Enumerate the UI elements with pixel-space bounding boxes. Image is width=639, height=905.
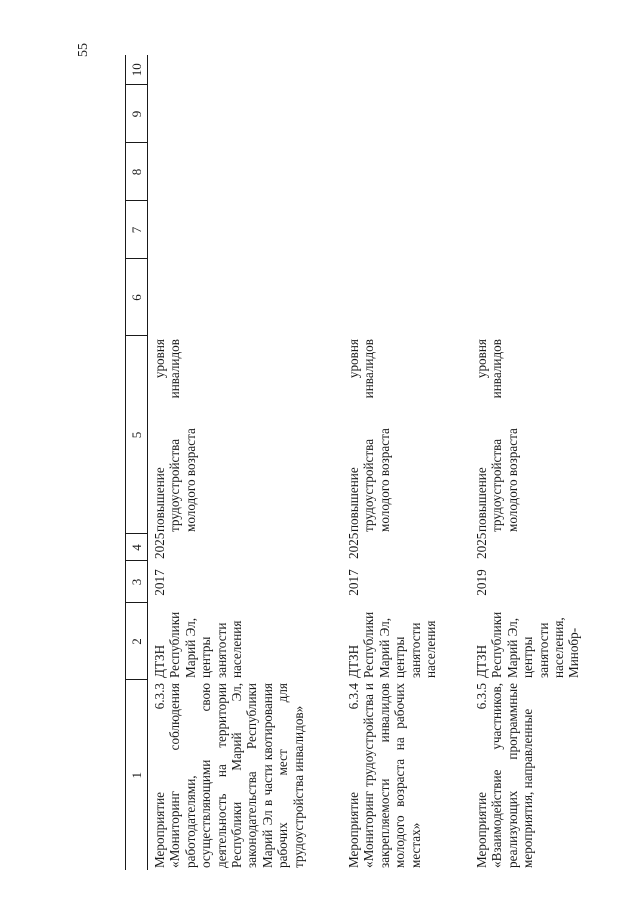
column-7-cell [148,201,343,259]
table-row [148,55,343,870]
column-number-9: 9 [126,85,148,143]
measure-cell: Мероприятие 6.3.3 «Мониторинг соблюдения работодателями, осуществляющими свою деятельность на территории Республики Марий Эл, законодательства Республики Марий Эл в части квотирования рабочих мест для трудоустройства инвалидов» [152,683,306,868]
executor-cell: ДТЗН Республики Марий Эл, центры занятости населения, Минобр- [474,611,582,678]
result-cell: повышение уровня трудоустройства инвалидов молодого возраста [152,339,198,532]
column-10-cell [342,55,470,85]
column-number-8: 8 [126,143,148,201]
result-cell: повышение уровня трудоустройства инвалидов молодого возраста [346,339,392,532]
column-number-4: 4 [126,534,148,561]
column-number-5: 5 [126,336,148,534]
start-year-cell: 2019 [474,569,489,596]
column-number-row [126,55,148,870]
column-7-cell [470,201,608,259]
column-10-cell [148,55,343,85]
start-year-cell: 2017 [152,569,167,596]
column-9-cell [470,85,608,143]
column-number-2: 2 [126,603,148,680]
column-6-cell [148,259,343,336]
end-year-cell: 2025 [474,532,489,559]
column-10-cell [470,55,608,85]
result-cell: повышение уровня трудоустройства инвалидов молодого возраста [474,339,520,532]
end-year-cell: 2025 [346,532,361,559]
column-7-cell [342,201,470,259]
column-number-1: 1 [126,680,148,870]
column-number-10: 10 [126,55,148,85]
column-9-cell [148,85,343,143]
table-row [470,55,608,870]
column-8-cell [148,143,343,201]
table-row [342,55,470,870]
measure-cell: Мероприятие 6.3.5 «Взаимодействие участников, реализующих программные мероприятия, направленные [474,683,536,868]
column-8-cell [470,143,608,201]
end-year-cell: 2025 [152,532,167,559]
column-number-3: 3 [126,561,148,603]
start-year-cell: 2017 [346,569,361,596]
column-number-6: 6 [126,259,148,336]
page-number: 55 [76,43,91,57]
column-6-cell [342,259,470,336]
program-measures-table-rotated [125,55,639,870]
column-6-cell [470,259,608,336]
column-number-7: 7 [126,201,148,259]
executor-cell: ДТЗН Республики Марий Эл, центры занятости населения [346,611,439,678]
measure-cell: Мероприятие 6.3.4 «Мониторинг трудоустройства и закрепляемости инвалидов молодого возраста на рабочих местах» [346,683,423,868]
program-measures-table [125,55,608,870]
column-9-cell [342,85,470,143]
executor-cell: ДТЗН Республики Марий Эл, центры занятости населения [152,611,245,678]
column-8-cell [342,143,470,201]
